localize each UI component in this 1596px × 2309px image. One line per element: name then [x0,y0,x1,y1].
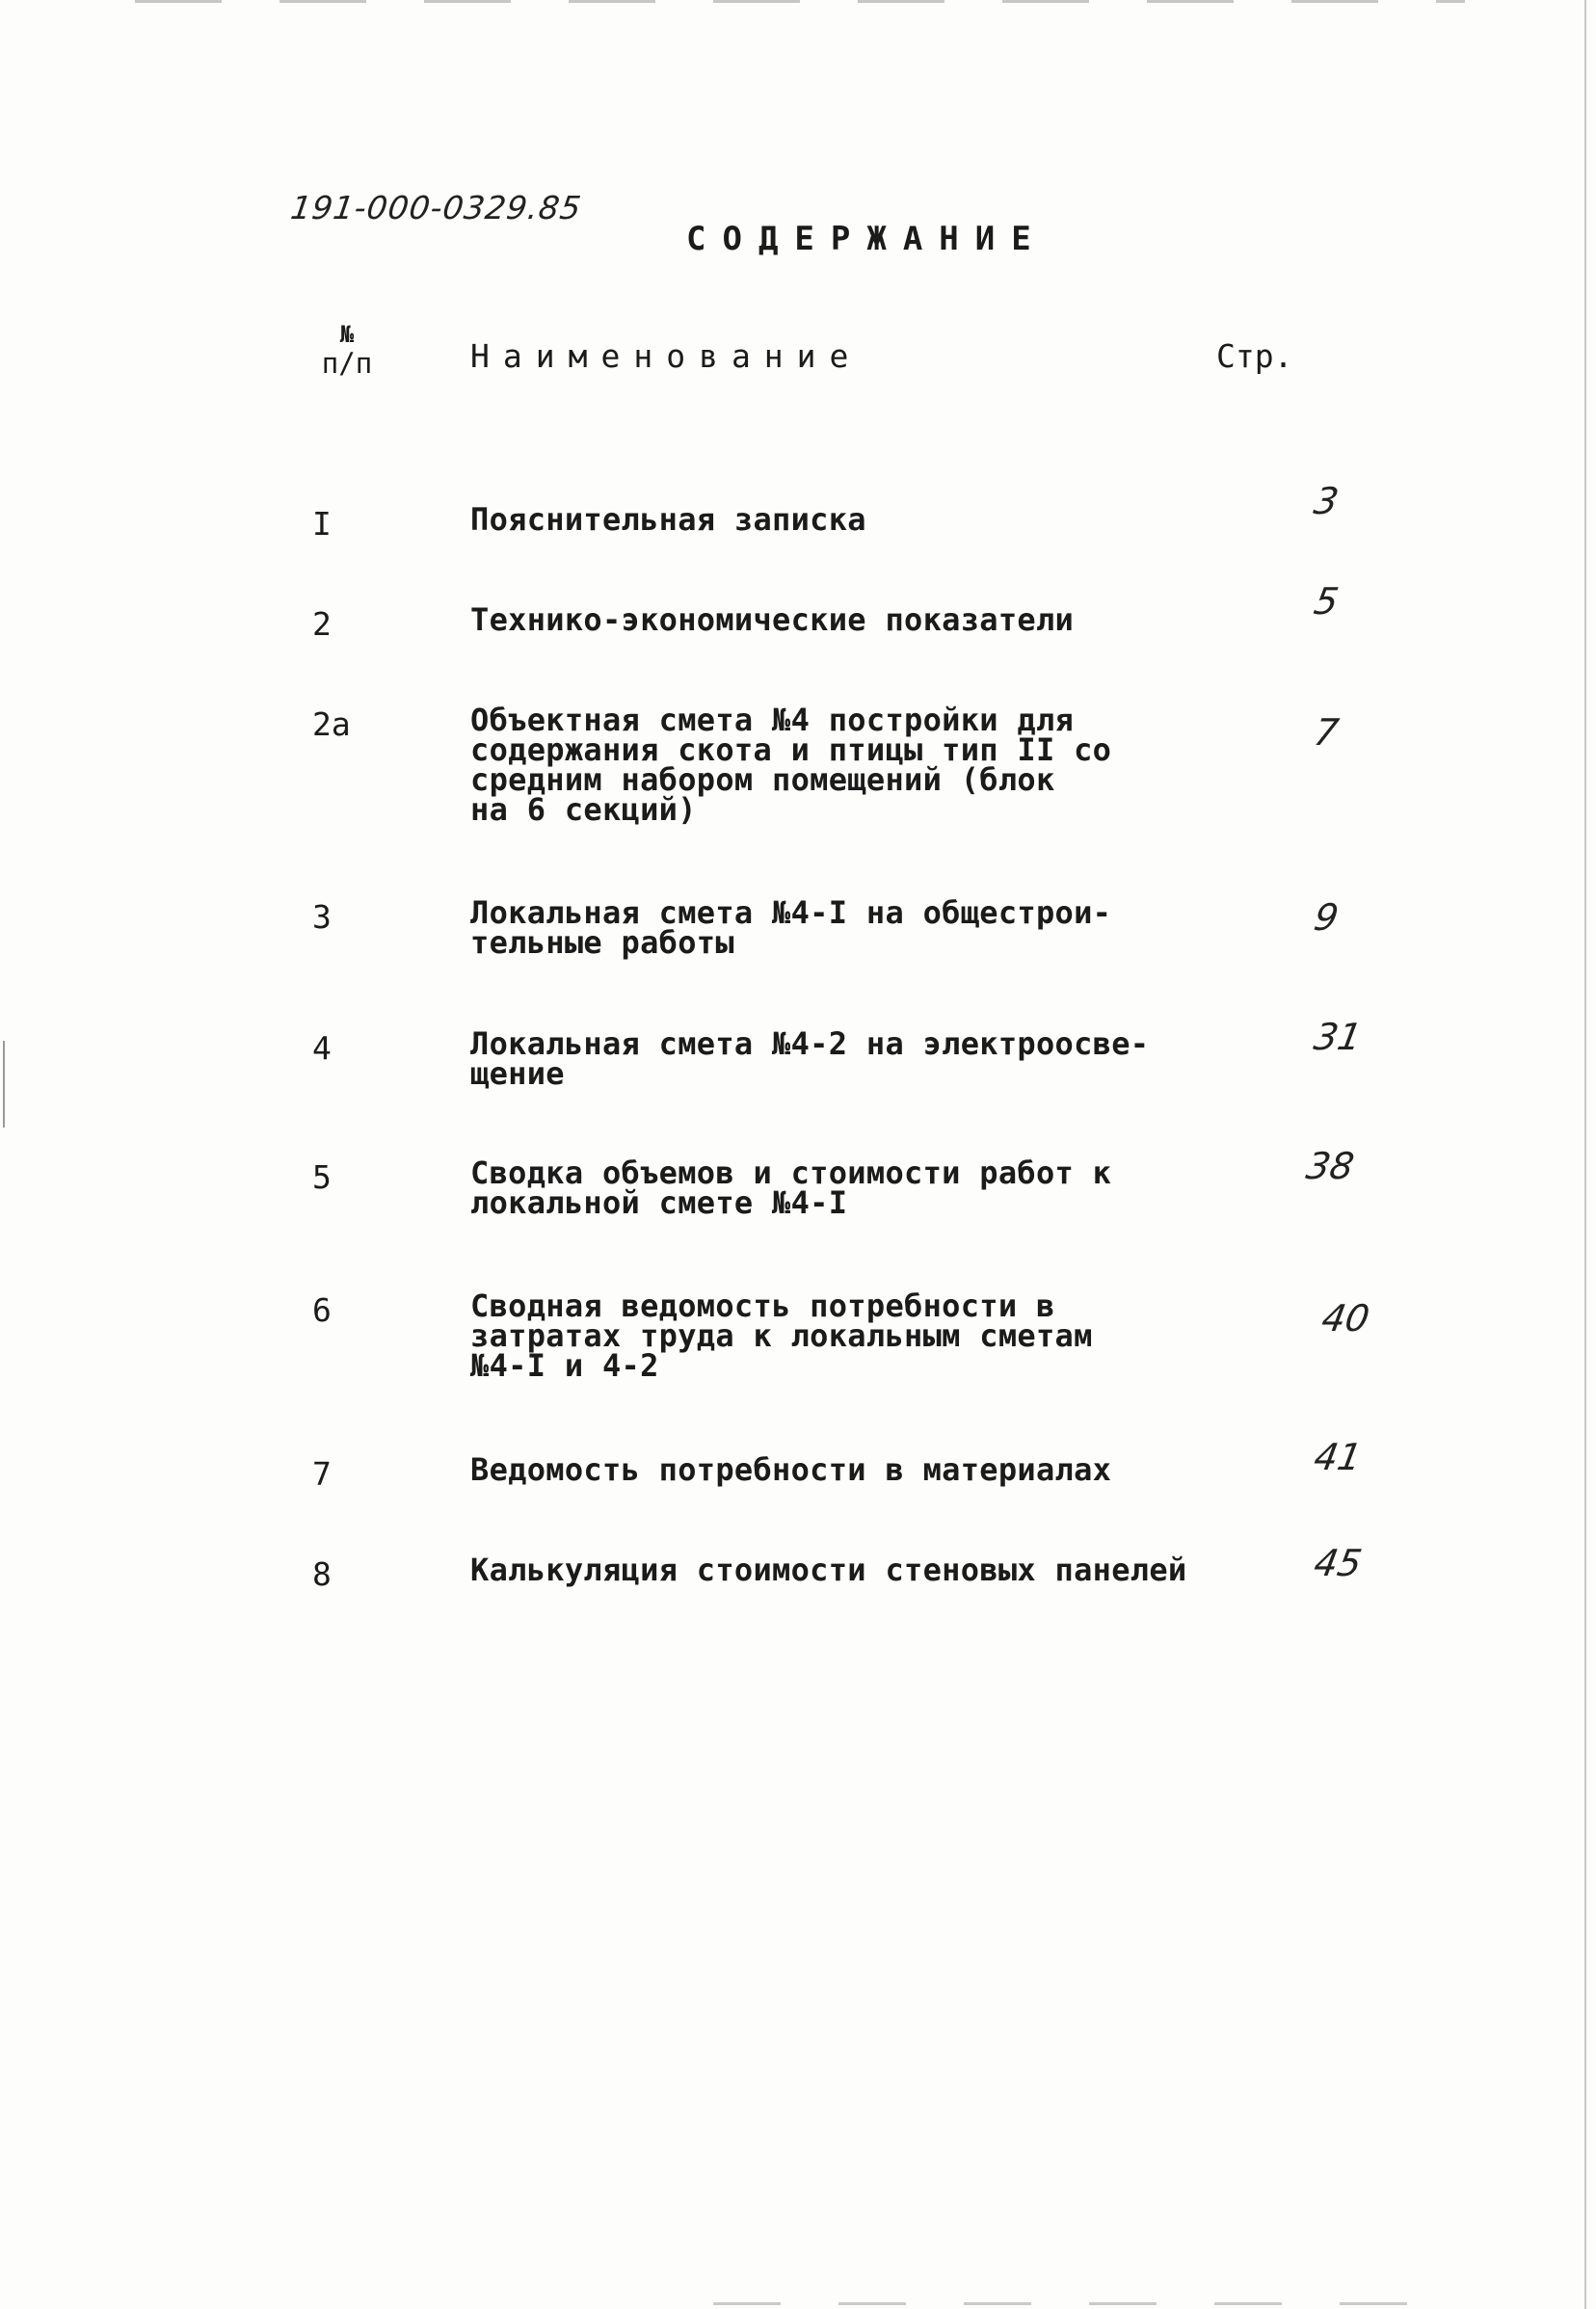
item-name: Калькуляция стоимости стеновых панелей [470,1552,1187,1588]
column-header-number [310,320,384,378]
item-name: Технико-экономические показатели [470,601,1075,638]
item-number: 5 [312,1158,332,1196]
item-number: I [312,505,332,543]
item-page: 31 [1311,1016,1366,1058]
column-header-name: Наименование [470,337,863,375]
scan-edge-right [1584,0,1586,2309]
item-page: 45 [1311,1542,1366,1584]
page-title: СОДЕРЖАНИЕ [686,220,1048,258]
item-number: 3 [312,898,332,936]
item-page: 5 [1311,580,1343,623]
scan-edge-left [3,1041,5,1128]
item-page: 38 [1303,1145,1358,1187]
scan-edge-top [135,0,1465,3]
item-page: 9 [1311,896,1343,939]
document-code: 191-000-0329.85 [288,189,585,226]
column-header-page: Стр. [1216,337,1293,375]
scan-edge-bottom [713,2302,1465,2305]
item-name: Объектная смета №4 постройки для содержания скота и птицы тип II со средним набором помещений (блок на 6 секций) [470,702,1112,828]
item-page: 7 [1311,711,1343,754]
item-number: 6 [312,1291,332,1329]
item-page: 3 [1311,480,1343,522]
item-name: Сводная ведомость потребности в затратах труда к локальным сметам №4-I и 4-2 [470,1287,1093,1384]
item-name: Локальная смета №4-I на общестрои- тельные работы [470,894,1112,961]
item-page: 40 [1318,1297,1373,1340]
item-name: Локальная смета №4-2 на электроосве- щение [470,1025,1150,1092]
item-name: Ведомость потребности в материалах [470,1451,1112,1488]
item-page: 41 [1311,1436,1366,1478]
item-name: Сводка объемов и стоимости работ к локальной смете №4-I [470,1154,1112,1221]
item-number: 2 [312,605,332,643]
item-number: 2а [312,705,351,743]
item-number: 4 [312,1029,332,1067]
item-number: 7 [312,1455,332,1493]
item-name: Пояснительная записка [470,501,866,538]
item-number: 8 [312,1555,332,1593]
number-label: п/п [321,347,373,380]
number-symbol: № [339,321,355,348]
